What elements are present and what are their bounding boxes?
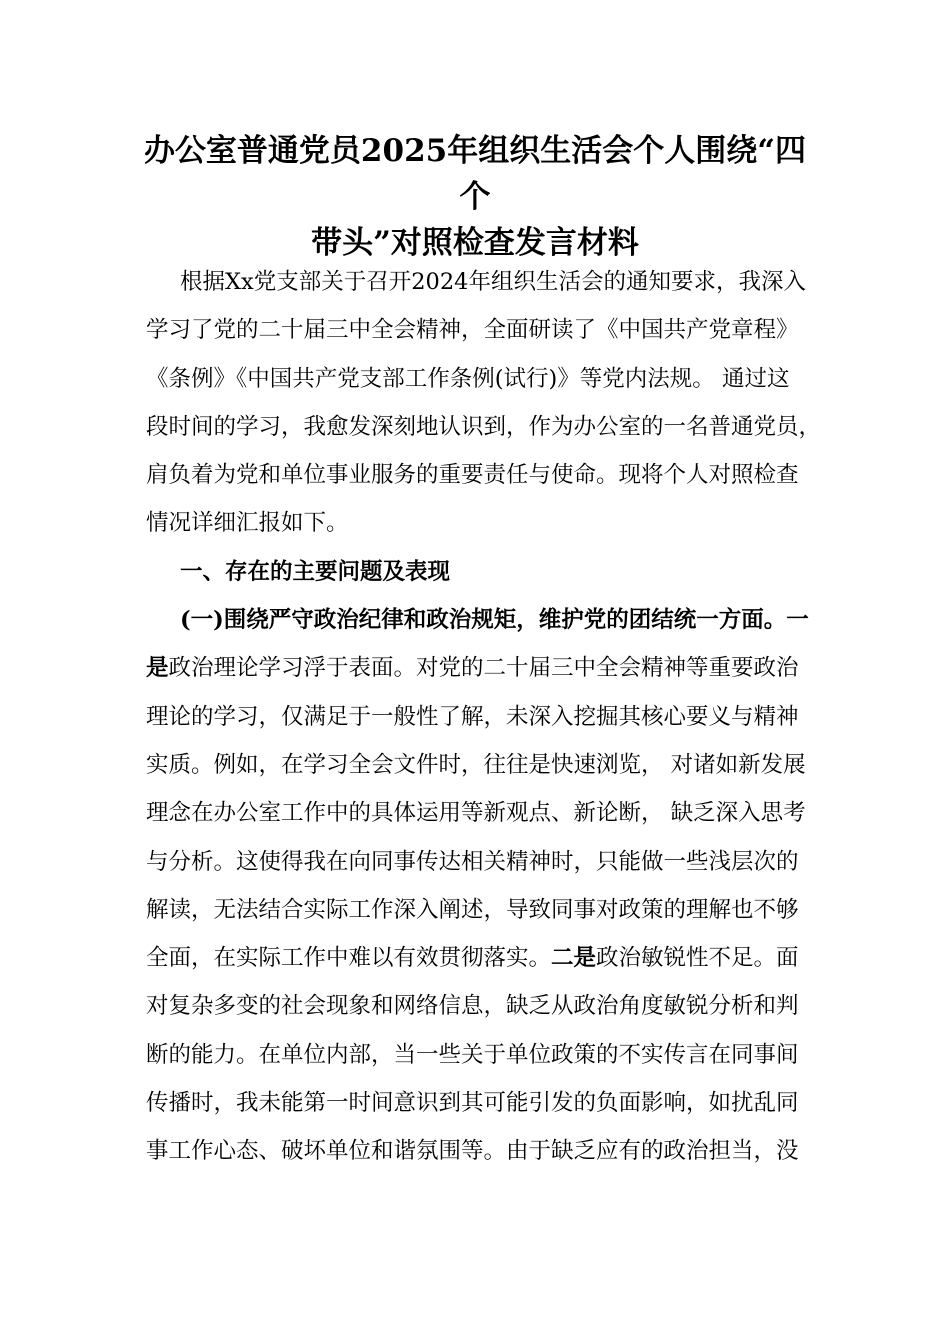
- text-line: [146, 1079, 806, 1127]
- text-segment: 事工作心态、破坏单位和谐氛围等。由于缺乏应有的政治担当，没: [146, 1138, 799, 1165]
- bold-text-segment: (一)围绕严守政治纪律和政治规矩，维护党的团结统一方面。一: [180, 607, 809, 634]
- text-line: [146, 403, 822, 451]
- text-segment: 根据Xx党支部关于召开2024年组织生活会的通知要求，我深入: [180, 269, 806, 295]
- text-segment: 实质。例如，在学习全会文件时，往往是快速浏览， 对诸如新发展: [146, 751, 806, 778]
- text-segment: 政治理论学习浮于表面。对党的二十届三中全会精神等重要政治: [168, 655, 799, 682]
- text-line: [146, 355, 806, 403]
- document-title: [130, 128, 820, 266]
- text-segment: 理论的学习，仅满足于一般性了解，未深入挖掘其核心要义与精神: [146, 703, 799, 730]
- text-line: [146, 886, 806, 934]
- bold-text-segment: 一、存在的主要问题及表现: [180, 558, 451, 585]
- text-line: [146, 934, 806, 982]
- text-line: [146, 258, 806, 306]
- text-segment: 政治敏锐性不足。面: [596, 945, 799, 972]
- text-line: [146, 499, 806, 547]
- document-body: [146, 258, 822, 1176]
- text-line: [146, 838, 806, 886]
- text-line: [146, 644, 806, 692]
- text-segment: 全面，在实际工作中难以有效贯彻落实。: [146, 945, 552, 972]
- text-segment: 与分析。这使得我在向同事传达相关精神时，只能做一些浅层次的: [146, 848, 799, 875]
- text-segment: 理念在办公室工作中的具体运用等新观点、新论断， 缺乏深入思考: [146, 800, 806, 827]
- text-line: [146, 1031, 806, 1079]
- text-segment: 断的能力。在单位内部，当一些关于单位政策的不实传言在同事间: [146, 1041, 799, 1068]
- title-line-2: 带头”对照检查发言材料: [311, 225, 639, 261]
- text-segment: 肩负着为党和单位事业服务的重要责任与使命。现将个人对照检查: [146, 462, 799, 489]
- text-line: [146, 693, 806, 741]
- text-line: [146, 1127, 806, 1175]
- text-line: [146, 982, 806, 1030]
- text-line: [146, 596, 809, 644]
- text-segment: 《条例》《中国共产党支部工作条例(试行)》等党内法规。 通过这: [146, 365, 790, 392]
- text-line: [146, 741, 806, 789]
- text-segment: 段时间的学习，我愈发深刻地认识到，作为办公室的一名普通党员，: [146, 413, 822, 440]
- text-segment: 学习了党的二十届三中全会精神，全面研读了《中国共产党章程》: [146, 317, 799, 344]
- title-line-1: 办公室普通党员2025年组织生活会个人围绕“四个: [143, 133, 807, 215]
- text-segment: 传播时，我未能第一时间意识到其可能引发的负面影响，如扰乱同: [146, 1090, 799, 1117]
- bold-text-segment: 是: [146, 655, 169, 682]
- bold-text-segment: 二是: [551, 945, 597, 972]
- text-line: [146, 789, 806, 837]
- text-segment: 情况详细汇报如下。: [146, 510, 349, 537]
- text-segment: 对复杂多变的社会现象和网络信息，缺乏从政治角度敏锐分析和判: [146, 993, 799, 1020]
- text-line: [146, 306, 806, 354]
- text-line: [146, 548, 806, 596]
- text-line: [146, 451, 806, 499]
- text-segment: 解读，无法结合实际工作深入阐述，导致同事对政策的理解也不够: [146, 896, 799, 923]
